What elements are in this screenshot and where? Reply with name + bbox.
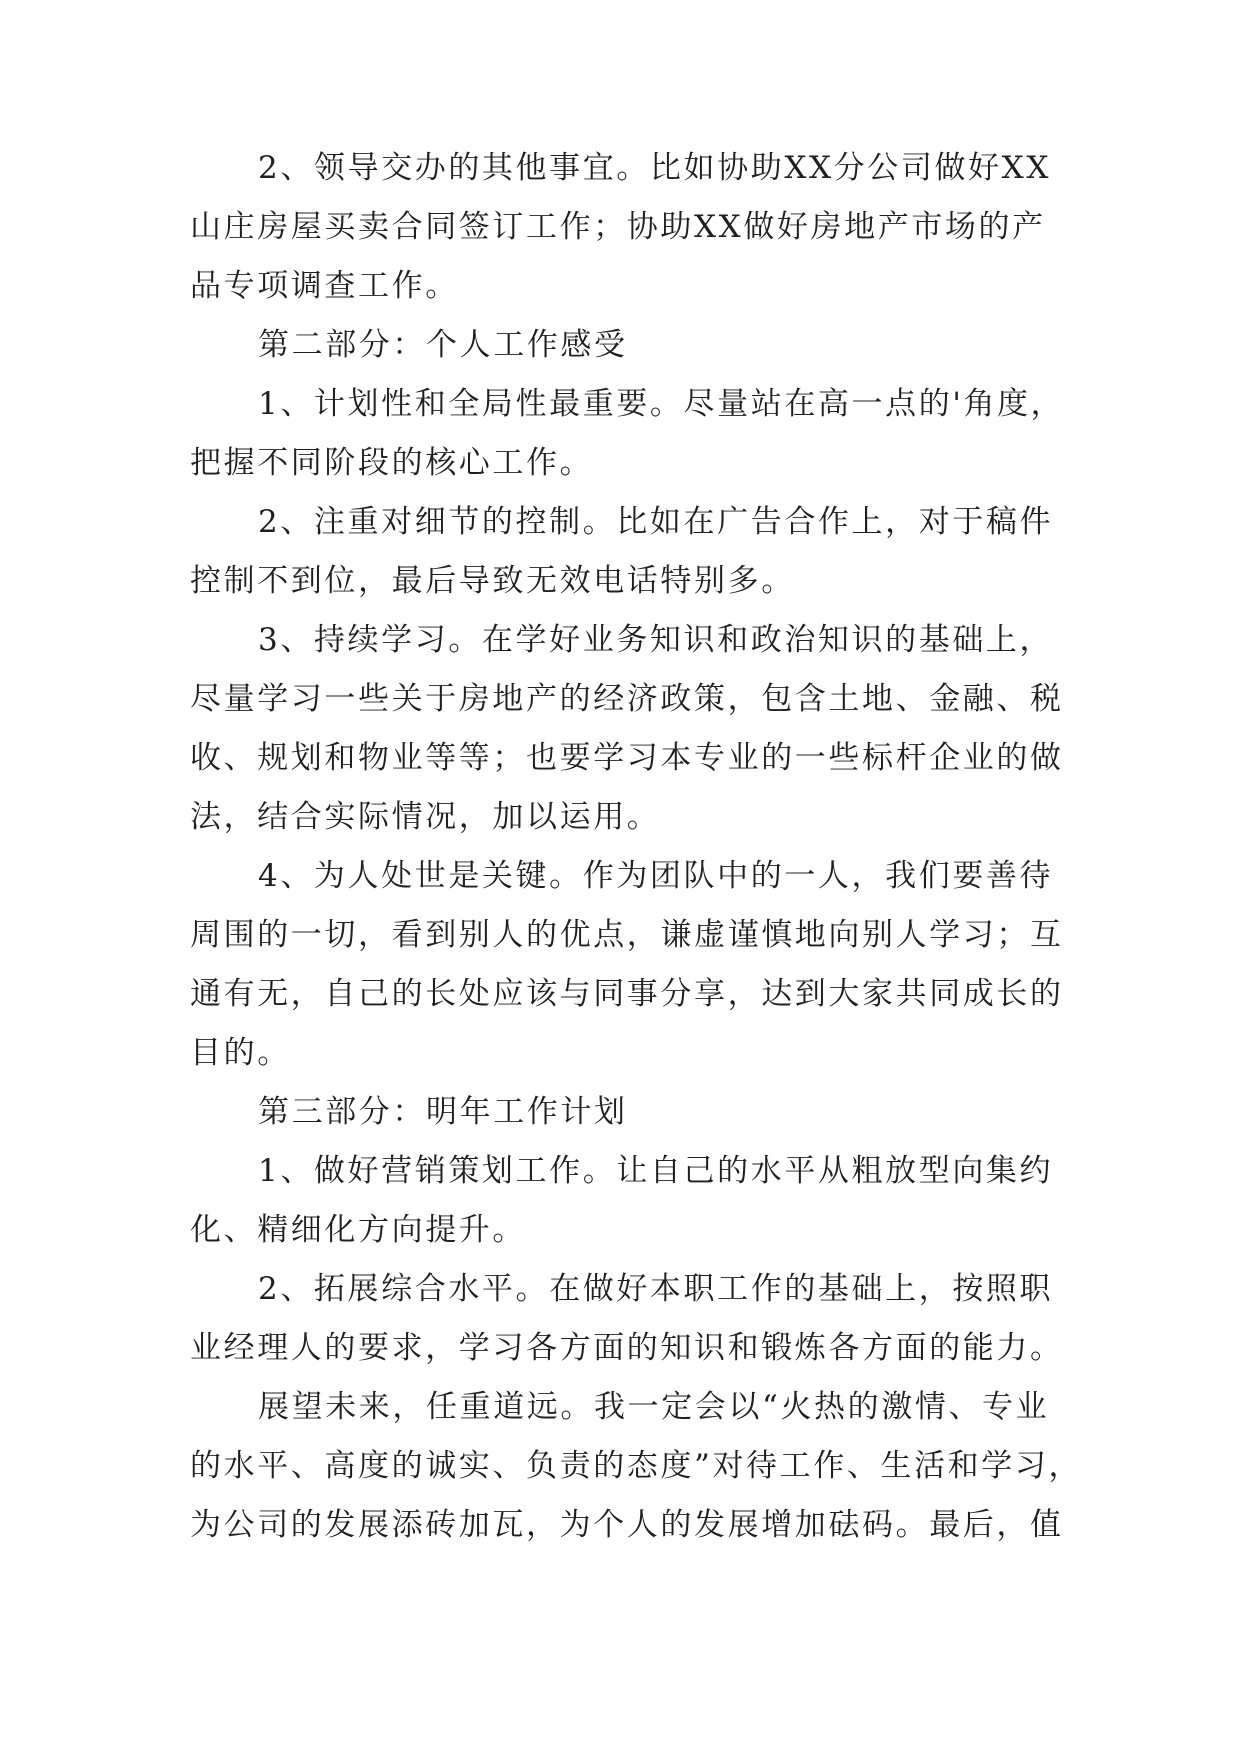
- text-line: 2、领导交办的其他事宜。比如协助XX分公司做好XX: [258, 150, 1051, 186]
- text-line: 展望未来，任重道远。我一定会以“火热的激情、专业: [258, 1389, 1050, 1425]
- text-line: 2、拓展综合水平。在做好本职工作的基础上，按照职: [258, 1271, 1054, 1307]
- section-heading: 第二部分：个人工作感受: [258, 327, 628, 363]
- text-line: 周围的一切，看到别人的优点，谦虚谨慎地向别人学习；互: [190, 917, 1064, 953]
- text-line: 业经理人的要求，学习各方面的知识和锻炼各方面的能力。: [190, 1330, 1064, 1366]
- text-line: 4、为人处世是关键。作为团队中的一人，我们要善待: [258, 858, 1054, 894]
- text-line: 目的。: [190, 1035, 291, 1071]
- text-line: 把握不同阶段的核心工作。: [190, 445, 594, 481]
- text-line: 1、计划性和全局性最重要。尽量站在高一点的'角度，: [258, 386, 1065, 422]
- text-line: 通有无，自己的长处应该与同事分享，达到大家共同成长的: [190, 976, 1064, 1012]
- text-line: 1、做好营销策划工作。让自己的水平从粗放型向集约: [258, 1153, 1054, 1189]
- text-line: 收、规划和物业等等；也要学习本专业的一些标杆企业的做: [190, 740, 1064, 776]
- text-line: 尽量学习一些关于房地产的经济政策，包含土地、金融、税: [190, 681, 1064, 717]
- text-line: 山庄房屋买卖合同签订工作；协助XX做好房地产市场的产: [190, 209, 1046, 245]
- text-line: 化、精细化方向提升。: [190, 1212, 526, 1248]
- text-line: 为公司的发展添砖加瓦，为个人的发展增加砝码。最后，值: [190, 1507, 1064, 1543]
- text-line: 3、持续学习。在学好业务知识和政治知识的基础上，: [258, 622, 1054, 658]
- section-heading: 第三部分：明年工作计划: [258, 1094, 628, 1130]
- text-line: 法，结合实际情况，加以运用。: [190, 799, 661, 835]
- text-line: 控制不到位，最后导致无效电话特别多。: [190, 563, 795, 599]
- text-line: 2、注重对细节的控制。比如在广告合作上，对于稿件: [258, 504, 1054, 540]
- text-line: 品专项调查工作。: [190, 268, 459, 304]
- text-line: 的水平、高度的诚实、负责的态度”对待工作、生活和学习，: [190, 1448, 1083, 1484]
